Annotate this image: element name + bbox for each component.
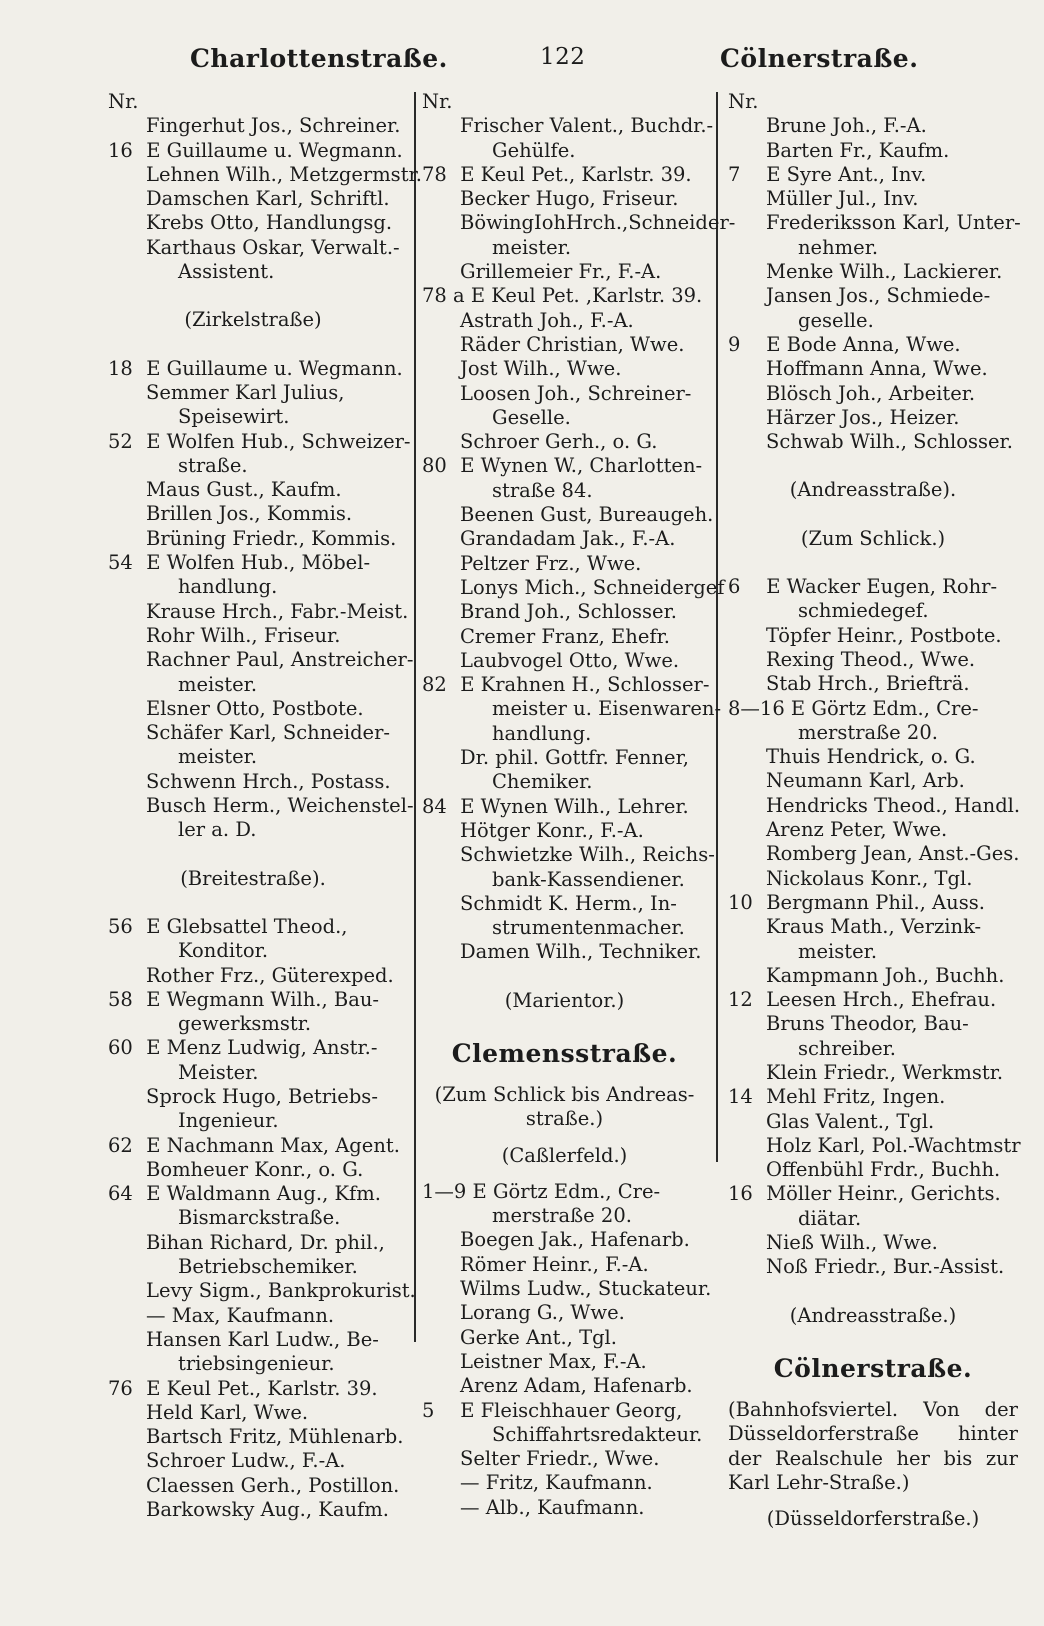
entry-house-number-line — [108, 429, 411, 454]
entry-continuation: triebsingenieur. — [178, 1352, 335, 1376]
entry-continuation: Geselle. — [492, 405, 571, 429]
entry-house-number-line — [728, 891, 1018, 915]
entry-house-number-line — [108, 1182, 398, 1206]
entry-text: E Syre Ant., Inv. — [760, 162, 927, 186]
entry-text: E Wynen Wilh., Lehrer. — [454, 794, 689, 818]
entry-house-number-line — [728, 575, 1018, 599]
entry-continuation: Chemiker. — [492, 770, 593, 794]
section-note: straße.) — [525, 1107, 604, 1131]
house-number: 60 — [108, 1036, 133, 1060]
entry-continuation: diätar. — [798, 1206, 862, 1230]
house-number: 52 — [108, 429, 133, 453]
entry-house-number-line — [728, 333, 1018, 357]
entry-text: E Nachmann Max, Agent. — [140, 1133, 400, 1157]
resident-entry: Nickolaus Konr., Tgl. — [766, 866, 973, 890]
resident-entry: Brüning Friedr., Kommis. — [146, 526, 397, 550]
entry-house-number-line — [422, 454, 707, 478]
house-number: 56 — [108, 914, 133, 938]
resident-entry: Brand Joh., Schlosser. — [460, 600, 677, 624]
entry-house-number-line — [108, 988, 398, 1012]
entry-continuation: meister. — [178, 745, 258, 769]
resident-entry: Wilms Ludw., Stuckateur. — [460, 1277, 712, 1301]
resident-entry: Bartsch Fritz, Mühlenarb. — [146, 1425, 404, 1449]
street-description: (Bahnhofsviertel. Von der Düsseldorferstraße hinter der Realschule her bis zur Karl Lehr-Straße.) — [728, 1397, 1018, 1494]
resident-entry: Arenz Adam, Hafenarb. — [460, 1374, 693, 1398]
entry-house-number-line — [108, 1377, 398, 1401]
resident-entry: Semmer Karl Julius, — [146, 380, 345, 404]
entry-house-number-line — [728, 163, 1018, 187]
resident-entry: Barkowsky Aug., Kaufm. — [146, 1498, 389, 1522]
resident-entry: Schroer Gerh., o. G. — [460, 430, 658, 454]
entry-continuation: meister. — [798, 939, 878, 963]
resident-entry: Rexing Theod., Wwe. — [766, 647, 976, 671]
entry-text: E Görtz Edm., Cre- — [466, 1179, 661, 1203]
entry-text: E Wegmann Wilh., Bau- — [140, 987, 379, 1011]
resident-entry: Damen Wilh., Techniker. — [460, 940, 702, 964]
resident-entry: Becker Hugo, Friseur. — [460, 187, 679, 211]
resident-entry: Lorang G., Wwe. — [460, 1301, 625, 1325]
house-number: 7 — [728, 162, 741, 186]
spacer — [728, 551, 1018, 575]
resident-entry: Boegen Jak., Hafenarb. — [460, 1228, 690, 1252]
section-note: (Düsseldorferstraße.) — [766, 1507, 980, 1531]
entry-text: E Krahnen H., Schlosser- — [454, 673, 710, 697]
resident-entry: Kraus Math., Verzink- — [766, 915, 982, 939]
house-number: 8—16 — [728, 696, 785, 720]
header-right-street: Cölnerstraße. — [720, 44, 919, 73]
resident-entry: — Alb., Kaufmann. — [460, 1495, 645, 1519]
entry-house-number-line — [108, 1036, 398, 1060]
house-number: 10 — [728, 890, 753, 914]
section-note: (Andreasstraße). — [789, 478, 957, 502]
column-divider — [414, 92, 416, 1342]
entry-house-number-line — [728, 1182, 1018, 1206]
entry-continuation: schmiedegef. — [798, 599, 929, 623]
spacer — [728, 503, 1018, 527]
resident-entry: Menke Wilh., Lackierer. — [766, 260, 1003, 284]
column-left — [108, 90, 422, 1522]
entry-house-number-line — [108, 551, 398, 575]
entry-text: E Guillaume u. Wegmann. — [140, 138, 403, 162]
resident-entry: Rachner Paul, Anstreicher- — [146, 648, 414, 672]
spacer — [422, 965, 707, 989]
resident-entry: Bihan Richard, Dr. phil., — [146, 1230, 385, 1254]
house-number: 62 — [108, 1133, 133, 1157]
house-number: 9 — [728, 332, 741, 356]
resident-entry: Stab Hrch., Briefträ. — [766, 672, 970, 696]
entry-continuation: Bismarckstraße. — [178, 1206, 341, 1230]
resident-entry: Rohr Wilh., Friseur. — [146, 623, 341, 647]
entry-house-number-line — [108, 356, 403, 381]
resident-entry: Glas Valent., Tgl. — [766, 1109, 935, 1133]
house-number: 64 — [108, 1182, 133, 1206]
entry-continuation: straße 84. — [492, 478, 593, 502]
resident-entry: Barten Fr., Kaufm. — [766, 138, 950, 162]
spacer — [422, 1013, 707, 1037]
entry-continuation: nehmer. — [798, 235, 879, 259]
resident-entry: Astrath Joh., F.-A. — [460, 308, 634, 332]
house-number: 14 — [728, 1085, 753, 1109]
entry-continuation: bank-Kassendiener. — [492, 867, 685, 891]
house-number: 80 — [422, 454, 447, 478]
resident-entry: Hötger Konr., F.-A. — [460, 818, 644, 842]
spacer — [108, 891, 398, 915]
spacer — [422, 1168, 707, 1180]
resident-entry: Lehnen Wilh., Metzgermstr. — [146, 162, 422, 186]
resident-entry: Blösch Joh., Arbeiter. — [766, 381, 976, 405]
entry-continuation: Gehülfe. — [492, 138, 576, 162]
entry-text: E Wacker Eugen, Rohr- — [760, 575, 998, 599]
resident-entry: Hoffmann Anna, Wwe. — [766, 357, 988, 381]
entry-continuation: straße. — [178, 453, 248, 477]
entry-text: E Keul Pet. ,Karlstr. 39. — [464, 284, 703, 308]
entry-continuation: ler a. D. — [178, 818, 257, 842]
entry-text: E Guillaume u. Wegmann. — [140, 356, 403, 380]
spacer — [108, 284, 398, 308]
house-number: 18 — [108, 356, 133, 380]
resident-entry: Leistner Max, F.-A. — [460, 1349, 647, 1373]
resident-entry: Hansen Karl Ludw., Be- — [146, 1327, 379, 1351]
resident-entry: Müller Jul., Inv. — [766, 187, 919, 211]
resident-entry: Krebs Otto, Handlungsg. — [146, 211, 393, 235]
resident-entry: Jansen Jos., Schmiede- — [766, 284, 991, 308]
spacer — [422, 1071, 707, 1083]
resident-entry: Brune Joh., F.-A. — [766, 114, 927, 138]
resident-entry: Holz Karl, Pol.-Wachtmstr — [766, 1133, 1021, 1157]
entry-house-number-line — [422, 795, 707, 819]
column-middle — [422, 90, 736, 1520]
resident-entry: Noß Friedr., Bur.-Assist. — [766, 1255, 1005, 1279]
resident-entry: Cremer Franz, Ehefr. — [460, 624, 670, 648]
resident-entry: Karthaus Oskar, Verwalt.- — [146, 235, 400, 259]
street-heading: Clemensstraße. — [451, 1038, 678, 1068]
entry-continuation: geselle. — [798, 308, 874, 332]
resident-entry: Grillemeier Fr., F.-A. — [460, 260, 662, 284]
resident-entry: Töpfer Heinr., Postbote. — [766, 623, 1002, 647]
resident-entry: Arenz Peter, Wwe. — [766, 818, 948, 842]
column-label: Nr. — [108, 90, 139, 113]
resident-entry: Schroer Ludw., F.-A. — [146, 1449, 346, 1473]
entry-text: Möller Heinr., Gerichts. — [760, 1182, 1001, 1206]
resident-entry: Schwenn Hrch., Postass. — [146, 769, 391, 793]
resident-entry: Busch Herm., Weichenstel- — [146, 794, 414, 818]
section-note: (Marientor.) — [504, 988, 625, 1012]
resident-entry: Sprock Hugo, Betriebs- — [146, 1084, 378, 1108]
column-divider — [716, 92, 718, 1162]
resident-entry: Offenbühl Frdr., Buchh. — [766, 1158, 1001, 1182]
entry-text: Bergmann Phil., Auss. — [760, 890, 985, 914]
section-note: (Caßlerfeld.) — [501, 1143, 628, 1167]
entry-text: E Bode Anna, Wwe. — [760, 332, 961, 356]
house-number: 78 — [422, 162, 447, 186]
entry-text: E Wolfen Hub., Schweizer- — [140, 429, 411, 453]
resident-entry: Grandadam Jak., F.-A. — [460, 527, 676, 551]
entry-house-number-line — [422, 1180, 707, 1204]
resident-entry: Levy Sigm., Bankprokurist. — [146, 1279, 416, 1303]
entry-house-number-line — [422, 673, 710, 697]
house-number: 84 — [422, 794, 447, 818]
entry-text: E Keul Pet., Karlstr. 39. — [140, 1376, 378, 1400]
resident-entry: Selter Friedr., Wwe. — [460, 1447, 660, 1471]
page-number: 122 — [540, 44, 586, 70]
resident-entry: Frischer Valent., Buchdr.- — [460, 114, 714, 138]
spacer — [728, 1280, 1018, 1304]
resident-entry: Laubvogel Otto, Wwe. — [460, 648, 680, 672]
spacer — [108, 333, 398, 357]
spacer — [422, 1132, 707, 1144]
resident-entry: Schäfer Karl, Schneider- — [146, 721, 390, 745]
entry-house-number-line — [108, 1134, 398, 1158]
resident-entry: — Fritz, Kaufmann. — [460, 1471, 653, 1495]
resident-entry: Frederiksson Karl, Unter- — [766, 211, 1021, 235]
entry-house-number-line — [108, 138, 403, 163]
house-number: 76 — [108, 1376, 133, 1400]
entry-continuation: merstraße 20. — [492, 1204, 632, 1228]
house-number: 16 — [108, 138, 133, 162]
entry-house-number-line — [422, 163, 707, 187]
entry-text: E Menz Ludwig, Anstr.- — [140, 1036, 378, 1060]
spacer — [728, 1328, 1018, 1352]
resident-entry: Krause Hrch., Fabr.-Meist. — [146, 599, 409, 623]
resident-entry: Peltzer Frz., Wwe. — [460, 551, 642, 575]
resident-entry: Nieß Wilh., Wwe. — [766, 1231, 938, 1255]
resident-entry: Römer Heinr., F.-A. — [460, 1252, 649, 1276]
column-label: Nr. — [728, 90, 759, 113]
entry-house-number-line — [422, 284, 707, 308]
resident-entry: Neumann Karl, Arb. — [766, 769, 965, 793]
section-note: (Andreasstraße.) — [789, 1303, 957, 1327]
entry-continuation: Schiffahrtsredakteur. — [492, 1422, 703, 1446]
entry-text: Mehl Fritz, Ingen. — [760, 1085, 946, 1109]
entry-continuation: handlung. — [492, 721, 592, 745]
entry-continuation: meister u. Eisenwaren- — [492, 697, 722, 721]
house-number: 1—9 — [422, 1179, 467, 1203]
entry-text: E Glebsattel Theod., — [140, 914, 348, 938]
entry-text: E Görtz Edm., Cre- — [784, 696, 979, 720]
page-header — [0, 44, 1044, 84]
entry-continuation: meister. — [492, 235, 572, 259]
section-note: (Zum Schlick.) — [800, 526, 946, 550]
resident-entry: Brillen Jos., Kommis. — [146, 502, 353, 526]
column-label: Nr. — [422, 90, 453, 113]
resident-entry: Jost Wilh., Wwe. — [460, 357, 622, 381]
resident-entry: Thuis Hendrick, o. G. — [766, 745, 976, 769]
header-left-street: Charlottenstraße. — [190, 44, 448, 73]
entry-continuation: strumentenmacher. — [492, 916, 685, 940]
resident-entry: Held Karl, Wwe. — [146, 1400, 309, 1424]
entry-continuation: meister. — [178, 672, 258, 696]
resident-entry: Bomheuer Konr., o. G. — [146, 1157, 364, 1181]
resident-entry: Dr. phil. Gottfr. Fenner, — [460, 746, 689, 770]
resident-entry: Lonys Mich., Schneidergef — [460, 575, 725, 599]
resident-entry: Beenen Gust, Bureaugeh. — [460, 503, 714, 527]
resident-entry: Schmidt K. Herm., In- — [460, 891, 677, 915]
resident-entry: Räder Christian, Wwe. — [460, 332, 685, 356]
spacer — [728, 454, 1018, 478]
house-number: 54 — [108, 551, 133, 575]
house-number: 78 a — [422, 284, 465, 308]
entry-text: E Wynen W., Charlotten- — [454, 454, 703, 478]
entry-continuation: gewerksmstr. — [178, 1012, 312, 1036]
house-number: 6 — [728, 575, 741, 599]
entry-continuation: Konditor. — [178, 939, 269, 963]
resident-entry: Bruns Theodor, Bau- — [766, 1012, 969, 1036]
resident-entry: Härzer Jos., Heizer. — [766, 405, 960, 429]
resident-entry: Gerke Ant., Tgl. — [460, 1325, 617, 1349]
section-note: (Zum Schlick bis Andreas- — [434, 1082, 695, 1106]
entry-text: E Fleischhauer Georg, — [454, 1398, 683, 1422]
house-number: 16 — [728, 1182, 753, 1206]
entry-house-number-line — [728, 1085, 1018, 1109]
entry-text: E Keul Pet., Karlstr. 39. — [454, 162, 692, 186]
house-number: 12 — [728, 988, 753, 1012]
resident-entry: Fingerhut Jos., Schreiner. — [146, 114, 401, 138]
entry-continuation: Betriebschemiker. — [178, 1255, 358, 1279]
resident-entry: Rother Frz., Güterexped. — [146, 963, 394, 987]
entry-continuation: Speisewirt. — [178, 405, 290, 429]
house-number: 5 — [422, 1398, 435, 1422]
spacer — [108, 843, 398, 867]
resident-entry: — Max, Kaufmann. — [146, 1303, 335, 1327]
entry-continuation: Ingenieur. — [178, 1109, 279, 1133]
entry-text: E Wolfen Hub., Möbel- — [140, 551, 371, 575]
house-number: 82 — [422, 673, 447, 697]
entry-house-number-line — [422, 1399, 707, 1423]
resident-entry: Damschen Karl, Schriftl. — [146, 187, 390, 211]
entry-house-number-line — [728, 988, 1018, 1012]
entry-continuation: merstraße 20. — [798, 720, 938, 744]
resident-entry: Maus Gust., Kaufm. — [146, 478, 342, 502]
entry-continuation: Meister. — [178, 1060, 259, 1084]
entry-continuation: Assistent. — [178, 260, 275, 284]
resident-entry: Klein Friedr., Werkmstr. — [766, 1060, 1004, 1084]
spacer — [728, 1495, 1018, 1507]
resident-entry: Hendricks Theod., Handl. — [766, 793, 1021, 817]
resident-entry: Loosen Joh., Schreiner- — [460, 381, 692, 405]
resident-entry: Romberg Jean, Anst.-Ges. — [766, 842, 1020, 866]
house-number: 58 — [108, 987, 133, 1011]
resident-entry: Kampmann Joh., Buchh. — [766, 963, 1005, 987]
entry-continuation: handlung. — [178, 575, 278, 599]
resident-entry: Schwietzke Wilh., Reichs- — [460, 843, 715, 867]
resident-entry: Elsner Otto, Postbote. — [146, 696, 364, 720]
entry-text: Leesen Hrch., Ehefrau. — [760, 988, 997, 1012]
resident-entry: Schwab Wilh., Schlosser. — [766, 430, 1013, 454]
resident-entry: Claessen Gerh., Postillon. — [146, 1473, 400, 1497]
section-note: (Zirkelstraße) — [184, 308, 322, 332]
resident-entry: BöwingIohHrch.,Schneider- — [460, 211, 736, 235]
section-note: (Breitestraße). — [180, 866, 326, 890]
street-heading: Cölnerstraße. — [773, 1353, 973, 1383]
entry-house-number-line — [108, 915, 398, 939]
entry-house-number-line — [728, 697, 1018, 721]
entry-continuation: schreiber. — [798, 1036, 896, 1060]
spacer — [728, 1386, 1018, 1398]
column-right — [728, 90, 1021, 1531]
entry-text: E Waldmann Aug., Kfm. — [140, 1182, 381, 1206]
